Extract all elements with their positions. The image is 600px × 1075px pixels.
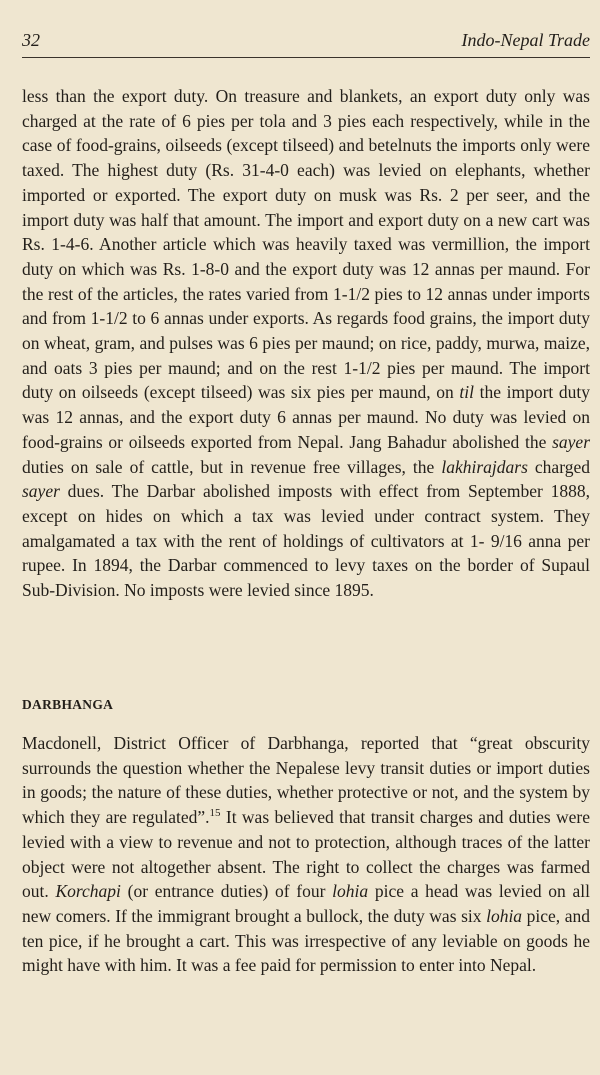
text-segment: duties on sale of cattle, but in revenue free villages, the bbox=[22, 456, 442, 477]
italic-term: lohia bbox=[486, 905, 523, 926]
text-segment: pice, and ten pice, if he brought a cart. This was irrespective of any leviable on goods he might have with him. It was a fee paid for permission to enter into Nepal. bbox=[22, 905, 590, 976]
italic-term: til bbox=[459, 382, 475, 403]
header-rule bbox=[22, 57, 590, 58]
section-heading: DARBHANGA bbox=[22, 697, 114, 712]
body-paragraph-2 bbox=[22, 731, 590, 978]
running-head: Indo-Nepal Trade bbox=[461, 30, 590, 50]
page-number: 32 bbox=[22, 30, 40, 50]
italic-term: sayer bbox=[552, 431, 590, 452]
text-segment: less than the export duty. On treasure and blankets, an export duty only was charged at the rate of 6 pies per tola and 3 pies each respectively, while in the case of food-grains, oilseeds (except tilseed) and betelnuts the imports only were taxed. The highest duty (Rs. 31-4-0 each) was levied on elephants, whether imported or exported. The export duty on musk was Rs. 2 per seer, and the import duty was half that amount. The import and export duty on a new cart was Rs. 1-4-6. Another article which was heavily taxed was vermillion, the import duty on which was Rs. 1-8-0 and the export duty was 12 annas per maund. For the rest of the articles, the rates varied from 1-1/2 pies to 12 annas under imports and from 1-1/2 to 6 annas under exports. As regards food grains, the import duty on wheat, gram, and pulses was 6 pies per maund; on rice, paddy, murwa, maize, and oats 3 pies per maund; and on the rest 1-1/2 pies per maund. The import duty on oilseeds (except tilseed) was six pies per maund, on bbox=[22, 86, 590, 403]
italic-term: lakhirajdars bbox=[441, 456, 528, 477]
italic-term: Korchapi bbox=[55, 881, 121, 902]
italic-term: sayer bbox=[22, 481, 60, 502]
footnote-reference: 15 bbox=[209, 807, 221, 820]
text-segment: dues. The Darbar abolished imposts with effect from September 1888, except on hides on which a tax was levied under contract system. They amalgamated a tax with the rent of holdings of cultivators at 1- 9/16 anna per rupee. In 1894, the Darbar commenced to levy taxes on the border of Supaul Sub-Division. No imposts were levied since 1895. bbox=[22, 481, 590, 601]
italic-term: lohia bbox=[332, 881, 369, 902]
text-segment: Macdonell, District Officer of Darbhanga, reported that “great obscurity surrounds the question whether the Nepalese levy transit duties or import duties in goods; the nature of these duties, whether protective or not, and the system by which they are regulated”. bbox=[22, 733, 590, 828]
text-segment: It was believed that transit charges and duties were levied with a view to revenue and not to protection, although traces of the latter object were not altogether absent. The right to collect the charges was farmed out. bbox=[22, 807, 590, 902]
text-segment: (or entrance duties) of four bbox=[120, 881, 333, 902]
text-segment: charged bbox=[527, 456, 590, 477]
text-segment: pice a head was levied on all new comers. If the immigrant brought a bullock, the duty was six bbox=[22, 881, 590, 926]
body-paragraph-1 bbox=[22, 84, 590, 603]
text-segment: the import duty was 12 annas, and the export duty 6 annas per maund. No duty was levied on food-grains or oilseeds exported from Nepal. Jang Bahadur abolished the bbox=[22, 382, 591, 452]
page-header bbox=[22, 30, 590, 56]
